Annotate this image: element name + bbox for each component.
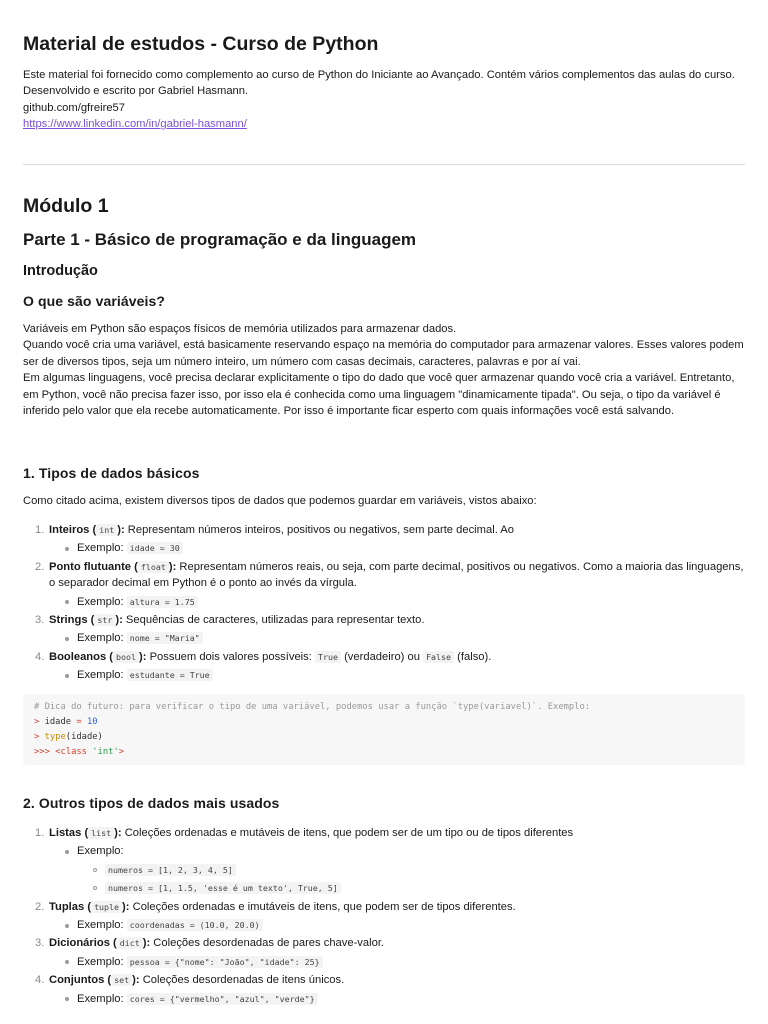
list-number: 4. xyxy=(35,974,45,987)
list-number: 3. xyxy=(35,937,45,950)
code-prompt: > xyxy=(34,717,45,727)
example-code: numeros = [1, 2, 3, 4, 5] xyxy=(105,864,236,876)
example-code: nome = "Maria" xyxy=(127,632,203,644)
type-description-mid: (verdadeiro) ou xyxy=(340,650,424,663)
basic-types-list xyxy=(23,522,745,684)
code-token: (idade) xyxy=(65,732,103,742)
type-description-end: (falso). xyxy=(454,650,492,663)
example-code: altura = 1.75 xyxy=(127,596,198,608)
other-types-list xyxy=(23,825,745,1007)
type-description: Coleções ordenadas e imutáveis de itens, que podem ser de tipos diferentes. xyxy=(129,900,516,913)
code-function: type xyxy=(44,732,66,742)
code-string: 'int' xyxy=(92,747,119,757)
code-line xyxy=(34,745,734,760)
example-item xyxy=(49,594,745,610)
example-code: pessoa = {"nome": "João", "idade": 25} xyxy=(127,956,323,968)
example-label: Exemplo: xyxy=(77,955,124,968)
inline-code-false: False xyxy=(423,651,454,663)
code-comment: # Dica do futuro: para verificar o tipo de uma variável, podemos usar a função `type(variavel)`. Exemplo: xyxy=(34,702,591,712)
type-name: Booleanos ( xyxy=(49,650,114,663)
variables-paragraph: Variáveis em Python são espaços físicos de memória utilizados para armazenar dados. xyxy=(23,323,457,335)
type-name-close: ): xyxy=(114,827,122,839)
list-item xyxy=(23,972,745,1007)
example-code: idade = 30 xyxy=(127,542,183,554)
code-prompt: > xyxy=(34,732,45,742)
intro-github: github.com/gfreire57 xyxy=(23,101,125,114)
type-name: Tuplas ( xyxy=(49,900,92,913)
example-code: cores = {"vermelho", "azul", "verde"} xyxy=(127,993,318,1005)
type-name: Ponto flutuante ( xyxy=(49,560,138,573)
example-item xyxy=(49,843,745,896)
introduction-heading: Introdução xyxy=(23,263,98,279)
variables-heading: O que são variáveis? xyxy=(23,293,166,309)
code-operator: = xyxy=(76,717,87,727)
linkedin-link[interactable]: https://www.linkedin.com/in/gabriel-hasmann/ xyxy=(23,118,247,131)
type-name-close: ): xyxy=(142,937,151,950)
list-number: 2. xyxy=(35,560,45,573)
code-number: 10 xyxy=(86,717,98,727)
example-label: Exemplo: xyxy=(77,845,124,858)
example-label: Exemplo: xyxy=(77,542,124,555)
example-label: Exemplo: xyxy=(77,632,124,645)
list-item xyxy=(23,612,745,647)
module-heading: Módulo 1 xyxy=(23,195,109,217)
inline-code: str xyxy=(94,614,115,626)
type-description: Possuem dois valores possíveis: xyxy=(146,650,315,663)
type-name-close: ): xyxy=(115,614,123,627)
variables-text xyxy=(23,321,745,419)
part-heading: Parte 1 - Básico de programação e da linguagem xyxy=(23,230,417,249)
example-item xyxy=(49,954,745,970)
code-prompt: >>> xyxy=(34,747,56,757)
inline-code: int xyxy=(96,524,117,536)
list-item xyxy=(23,649,745,684)
type-name-close: ): xyxy=(139,650,147,663)
inline-code: float xyxy=(138,561,169,573)
type-description: Representam números reais, ou seja, com parte decimal, positivos ou negativos. Como a maioria das linguagens, o separador decimal em Python é o ponto ao invés da vírgula. xyxy=(49,560,744,590)
type-name-close: ): xyxy=(122,900,130,913)
list-item xyxy=(23,935,745,970)
list-item xyxy=(23,899,745,934)
type-name-close: ): xyxy=(117,524,125,536)
list-number: 4. xyxy=(35,650,45,663)
basic-types-heading: 1. Tipos de dados básicos xyxy=(23,465,200,481)
type-description: Coleções desordenadas de pares chave-valor. xyxy=(150,937,385,950)
code-block xyxy=(23,694,745,765)
type-name: Conjuntos ( xyxy=(49,974,112,987)
inline-code: dict xyxy=(117,937,143,949)
example-label: Exemplo: xyxy=(77,919,124,932)
inline-code: tuple xyxy=(91,901,122,913)
type-name: Inteiros ( xyxy=(49,524,97,536)
basic-types-intro: Como citado acima, existem diversos tipos de dados que podemos guardar em variáveis, vistos abaixo: xyxy=(23,495,537,507)
type-name: Dicionários ( xyxy=(49,937,117,950)
type-description: Representam números inteiros, positivos ou negativos, sem parte decimal. Ao xyxy=(124,524,514,536)
example-code: numeros = [1, 1.5, 'esse é um texto', True, 5] xyxy=(105,882,341,894)
example-item xyxy=(49,917,745,933)
intro-block xyxy=(23,67,743,133)
code-token: <class xyxy=(55,747,93,757)
intro-author: Desenvolvido e escrito por Gabriel Hasmann. xyxy=(23,85,249,98)
list-number: 1. xyxy=(35,827,45,839)
example-subitem xyxy=(77,880,745,896)
example-item xyxy=(49,540,745,556)
list-number: 2. xyxy=(35,900,45,913)
example-label: Exemplo: xyxy=(77,992,124,1005)
example-code: coordenadas = (10.0, 20.0) xyxy=(127,919,263,931)
intro-description: Este material foi fornecido como complemento ao curso de Python do Iniciante ao Avançado. Contém vários complementos das aulas do curso. xyxy=(23,69,735,81)
inline-code: list xyxy=(88,827,114,839)
inline-code: set xyxy=(111,974,132,986)
type-name: Listas ( xyxy=(49,827,89,839)
list-item xyxy=(23,559,745,610)
example-code: estudante = True xyxy=(127,669,213,681)
example-item xyxy=(49,991,745,1007)
variables-paragraph: Quando você cria uma variável, está basicamente reservando espaço na memória do computador para armazenar valores. Esses valores podem ser de diversos tipos, seja um número inteiro, um número com casas decimais, caracteres, palavras e por aí vai. xyxy=(23,339,744,368)
divider xyxy=(23,164,745,165)
code-line xyxy=(34,730,734,745)
example-item xyxy=(49,630,745,646)
type-name-close: ): xyxy=(132,974,140,987)
list-number: 1. xyxy=(35,524,45,536)
inline-code-true: True xyxy=(315,651,341,663)
type-description: Coleções ordenadas e mutáveis de itens, que podem ser de um tipo ou de tipos diferentes xyxy=(121,827,574,839)
list-item xyxy=(23,825,745,897)
list-number: 3. xyxy=(35,614,45,627)
type-name-close: ): xyxy=(168,560,177,573)
type-description: Sequências de caracteres, utilizadas para representar texto. xyxy=(122,614,425,627)
variables-paragraph: Em algumas linguagens, você precisa declarar explicitamente o tipo do dado que você quer armazenar quando você cria a variável. Entretanto, em Python, você não precisa fazer isso, por isso ela é conhecida como uma linguagem "dinamicamente tipada". Ou seja, o tipo da variável é inferido pelo valor que ela recebe automaticamente. Por isso é importante ficar esperto com quais informações você está salvando. xyxy=(23,372,735,418)
document-title: Material de estudos - Curso de Python xyxy=(23,33,379,55)
example-label: Exemplo: xyxy=(77,669,124,682)
inline-code: bool xyxy=(113,651,139,663)
type-description: Coleções desordenadas de itens únicos. xyxy=(139,974,345,987)
code-token: idade xyxy=(44,717,77,727)
example-subitem xyxy=(77,862,745,878)
code-token: > xyxy=(118,747,125,757)
other-types-heading: 2. Outros tipos de dados mais usados xyxy=(23,795,280,811)
list-item xyxy=(23,522,745,557)
type-name: Strings ( xyxy=(49,614,95,627)
example-item xyxy=(49,667,745,683)
code-line xyxy=(34,715,734,730)
example-label: Exemplo: xyxy=(77,595,124,608)
